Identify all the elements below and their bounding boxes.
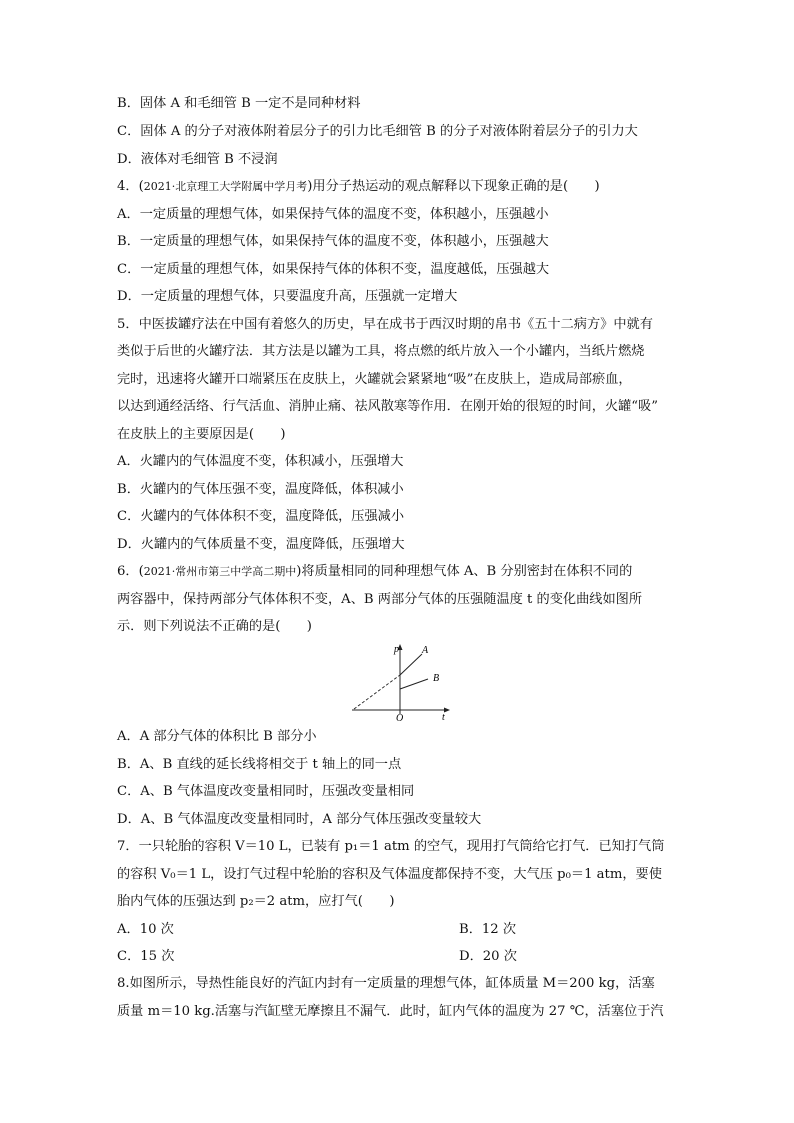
q5-stem-line: 完时，迅速将火罐开口端紧压在皮肤上，火罐就会紧紧地“吸”在皮肤上，造成局部瘀血， <box>117 372 632 387</box>
p-label: p <box>394 644 399 655</box>
q4-option-d: D．一定质量的理想气体，只要温度升高，压强就一定增大 <box>117 289 458 304</box>
q8-stem-line: 8.如图所示，导热性能良好的汽缸内封有一定质量的理想气体，缸体质量 M＝200 kg，活塞 <box>117 976 655 991</box>
q7-options-row-1 <box>117 921 517 939</box>
q6-stem-text: )将质量相同的同种理想气体 A、B 分别密封在体积不同的 <box>296 564 633 579</box>
q5-stem-line: 以达到通经活络、行气活血、消肿止痛、祛风散寒等作用．在刚开始的很短的时间，火罐“吸” <box>117 399 658 414</box>
q3-option-b: B．固体 A 和毛细管 B 一定不是同种材料 <box>117 96 361 111</box>
q4-option-c: C．一定质量的理想气体，如果保持气体的体积不变，温度越低，压强越大 <box>117 262 550 277</box>
q8-stem-line: 质量 m＝10 kg.活塞与汽缸壁无摩擦且不漏气．此时，缸内气体的温度为 27 ℃，活塞位于汽 <box>117 1004 664 1019</box>
q5-stem-line: 5．中医拔罐疗法在中国有着悠久的历史，早在成书于西汉时期的帛书《五十二病方》中就有 <box>117 317 653 332</box>
q6-option-d: D．A、B 气体温度改变量相同时，A 部分气体压强改变量较大 <box>117 812 482 827</box>
q7-option-a: A．10 次 <box>117 922 174 937</box>
b-label: B <box>433 673 440 684</box>
line-b <box>400 679 428 689</box>
q4-source: 2021·北京理工大学附属中学月考 <box>143 180 308 193</box>
q5-option-b: B．火罐内的气体压强不变，温度降低，体积减小 <box>117 482 404 497</box>
q7-stem-line: 的容积 V₀＝1 L，设打气过程中轮胎的容积及气体温度都保持不变，大气压 p₀＝1 atm，要使 <box>117 867 662 882</box>
t-axis-arrow <box>444 708 450 713</box>
q3-option-c: C．固体 A 的分子对液体附着层分子的引力比毛细管 B 的分子对液体附着层分子的引力大 <box>117 124 638 139</box>
p-t-graph <box>348 640 452 722</box>
q7-options-row-2 <box>117 948 517 966</box>
q6-stem <box>117 563 632 581</box>
q4-number: 4．( <box>117 179 144 194</box>
q6-stem-line: 两容器中，保持两部分气体体积不变，A、B 两部分气体的压强随温度 t 的变化曲线如图所 <box>117 592 643 607</box>
q7-option-d: D．20 次 <box>459 949 517 964</box>
q3-option-d: D．液体对毛细管 B 不浸润 <box>117 152 278 167</box>
q7-option-b: B．12 次 <box>459 922 517 937</box>
q4-stem <box>117 178 600 196</box>
q5-stem-line: 类似于后世的火罐疗法．其方法是以罐为工具，将点燃的纸片放入一个小罐内，当纸片燃烧 <box>117 344 645 359</box>
line-a <box>400 654 422 675</box>
q5-option-a: A．火罐内的气体温度不变，体积减小，压强增大 <box>117 454 404 469</box>
extension-dashed-line <box>354 675 400 709</box>
q7-option-c: C．15 次 <box>117 949 175 964</box>
q6-option-b: B．A、B 直线的延长线将相交于 t 轴上的同一点 <box>117 757 402 772</box>
q7-stem-line: 胎内气体的压强达到 p₂＝2 atm，应打气( ) <box>117 894 395 909</box>
q6-number: 6．( <box>117 564 144 579</box>
a-label: A <box>422 645 429 656</box>
q6-stem-line: 示．则下列说法不正确的是( ) <box>117 619 312 634</box>
q4-option-a: A．一定质量的理想气体，如果保持气体的温度不变，体积越小，压强越小 <box>117 207 549 222</box>
q4-option-b: B．一定质量的理想气体，如果保持气体的温度不变，体积越小，压强越大 <box>117 234 549 249</box>
q5-option-d: D．火罐内的气体质量不变，温度降低，压强增大 <box>117 537 405 552</box>
o-label: O <box>396 713 404 722</box>
q5-option-c: C．火罐内的气体体积不变，温度降低，压强减小 <box>117 509 405 524</box>
q6-option-c: C．A、B 气体温度改变量相同时，压强改变量相同 <box>117 784 415 799</box>
q7-stem-line: 7．一只轮胎的容积 V＝10 L，已装有 p₁＝1 atm 的空气，现用打气筒给它打气．已知打气筒 <box>117 839 665 854</box>
q6-source: 2021·常州市第三中学高二期中 <box>143 565 297 578</box>
q6-option-a: A．A 部分气体的体积比 B 部分小 <box>117 729 317 744</box>
t-label: t <box>442 712 445 722</box>
q4-stem-text: )用分子热运动的观点解释以下现象正确的是( ) <box>307 179 600 194</box>
q5-stem-line: 在皮肤上的主要原因是( ) <box>117 427 286 442</box>
